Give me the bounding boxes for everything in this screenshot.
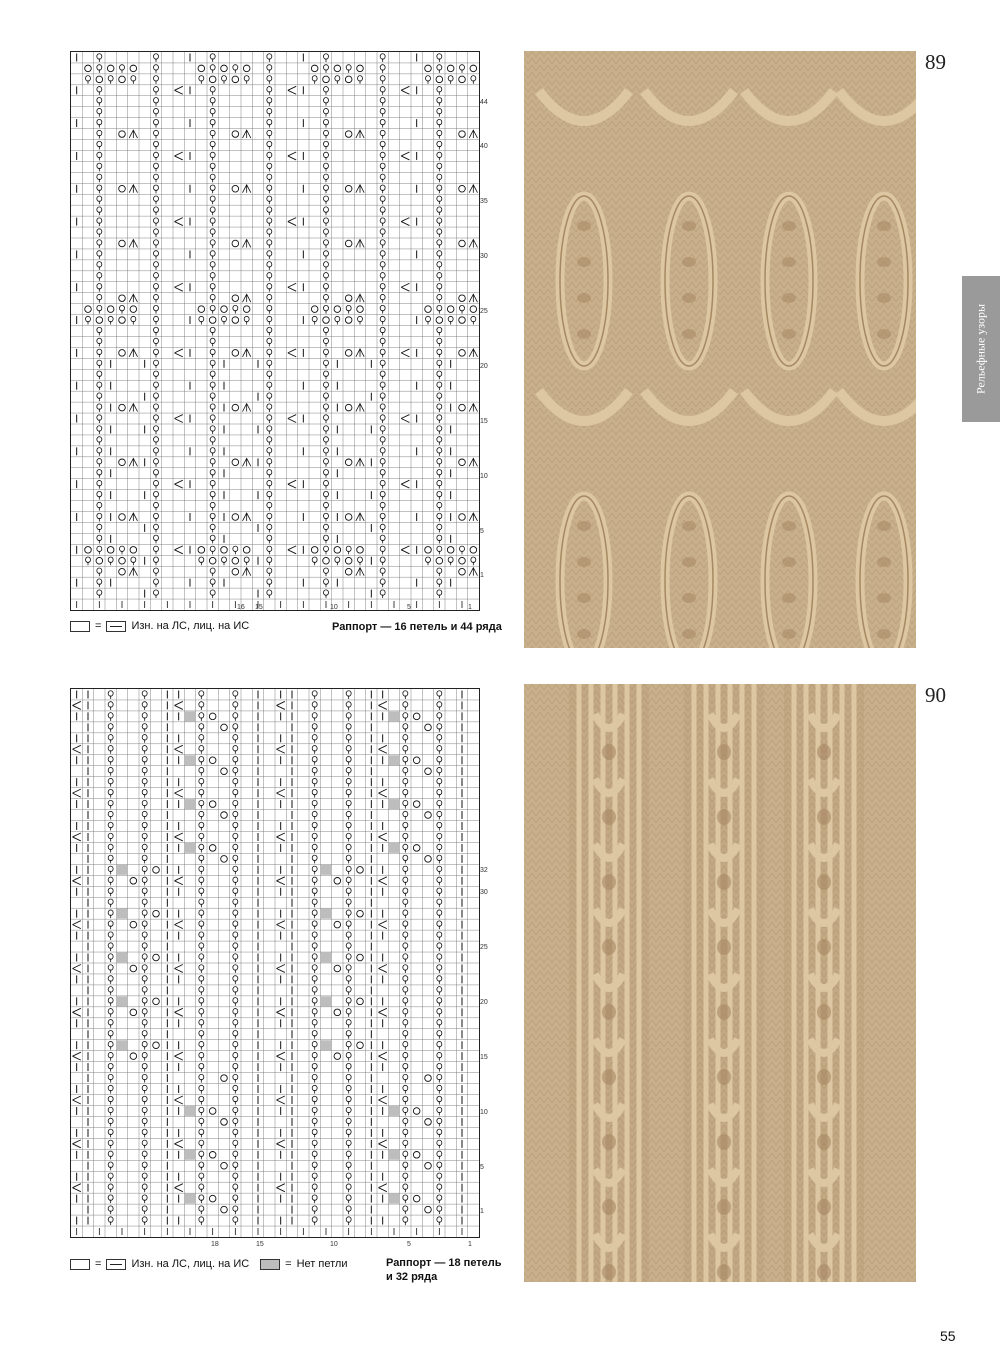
dash-cell-symbol bbox=[106, 621, 126, 632]
column-number: 15 bbox=[255, 604, 263, 611]
column-number-row-89 bbox=[70, 600, 480, 612]
column-number-row-90 bbox=[70, 1237, 480, 1249]
row-number: 30 bbox=[480, 253, 488, 260]
legend-purl-text: Изн. на ЛС, лиц. на ИС bbox=[131, 1258, 250, 1270]
column-number: 10 bbox=[330, 604, 338, 611]
knit-texture-89 bbox=[524, 51, 916, 648]
column-number: 1 bbox=[468, 604, 472, 611]
repeat-line-1: Раппорт — 16 петель и 44 ряда bbox=[332, 621, 502, 633]
row-number: 44 bbox=[480, 99, 488, 106]
chart-grid-89 bbox=[71, 52, 479, 610]
column-number: 16 bbox=[237, 604, 245, 611]
legend-89 bbox=[70, 620, 249, 632]
knitting-chart-90 bbox=[70, 688, 480, 1238]
legend-purl-text: Изн. на ЛС, лиц. на ИС bbox=[131, 620, 250, 632]
repeat-info-89 bbox=[332, 620, 502, 634]
legend-90 bbox=[70, 1258, 347, 1270]
row-number: 10 bbox=[480, 1109, 488, 1116]
row-number-column-90 bbox=[478, 688, 494, 1236]
row-number: 32 bbox=[480, 867, 488, 874]
row-number: 5 bbox=[480, 528, 484, 535]
dash-cell-symbol bbox=[106, 1259, 126, 1270]
row-number: 40 bbox=[480, 143, 488, 150]
repeat-line-2: и 32 ряда bbox=[386, 1271, 438, 1283]
row-number: 35 bbox=[480, 198, 488, 205]
column-number: 5 bbox=[407, 1241, 411, 1248]
section-side-tab bbox=[962, 276, 1000, 422]
chart-grid-90 bbox=[71, 689, 479, 1237]
row-number: 30 bbox=[480, 889, 488, 896]
empty-cell-symbol bbox=[70, 621, 90, 632]
page-number: 55 bbox=[940, 1328, 956, 1344]
column-number: 5 bbox=[407, 604, 411, 611]
row-number: 25 bbox=[480, 308, 488, 315]
row-number: 25 bbox=[480, 944, 488, 951]
knit-texture-90 bbox=[524, 684, 916, 1282]
legend-equals-2: = bbox=[285, 1258, 292, 1270]
knit-photo-90 bbox=[524, 684, 916, 1282]
column-number: 15 bbox=[256, 1241, 264, 1248]
row-number: 15 bbox=[480, 418, 488, 425]
column-number: 18 bbox=[211, 1241, 219, 1248]
empty-cell-symbol bbox=[70, 1259, 90, 1270]
row-number: 15 bbox=[480, 1054, 488, 1061]
column-number: 10 bbox=[330, 1241, 338, 1248]
section-title: Рельефные узоры bbox=[973, 303, 988, 395]
row-number: 10 bbox=[480, 473, 488, 480]
row-number-column-89 bbox=[478, 51, 494, 609]
row-number: 5 bbox=[480, 1164, 484, 1171]
grid-lines bbox=[71, 689, 479, 1237]
knitting-chart-89 bbox=[70, 51, 480, 611]
legend-no-stitch-text: Нет петли bbox=[296, 1258, 348, 1270]
stitch-symbols bbox=[73, 691, 463, 1236]
row-number: 1 bbox=[480, 572, 484, 579]
pattern-number-90: 90 bbox=[925, 683, 946, 707]
repeat-line-1: Раппорт — 18 петель bbox=[386, 1257, 502, 1269]
row-number: 20 bbox=[480, 999, 488, 1006]
row-number: 1 bbox=[480, 1208, 484, 1215]
pattern-number-89: 89 bbox=[925, 50, 946, 74]
repeat-info-90 bbox=[386, 1256, 502, 1284]
column-number: 1 bbox=[468, 1241, 472, 1248]
no-stitch-symbol bbox=[260, 1259, 280, 1270]
legend-equals: = bbox=[95, 620, 102, 632]
cable-motifs bbox=[569, 684, 864, 1282]
grid-lines bbox=[71, 52, 479, 610]
stitch-symbols bbox=[77, 54, 478, 609]
legend-equals: = bbox=[95, 1258, 102, 1270]
knit-photo-89 bbox=[524, 51, 916, 648]
row-number: 20 bbox=[480, 363, 488, 370]
